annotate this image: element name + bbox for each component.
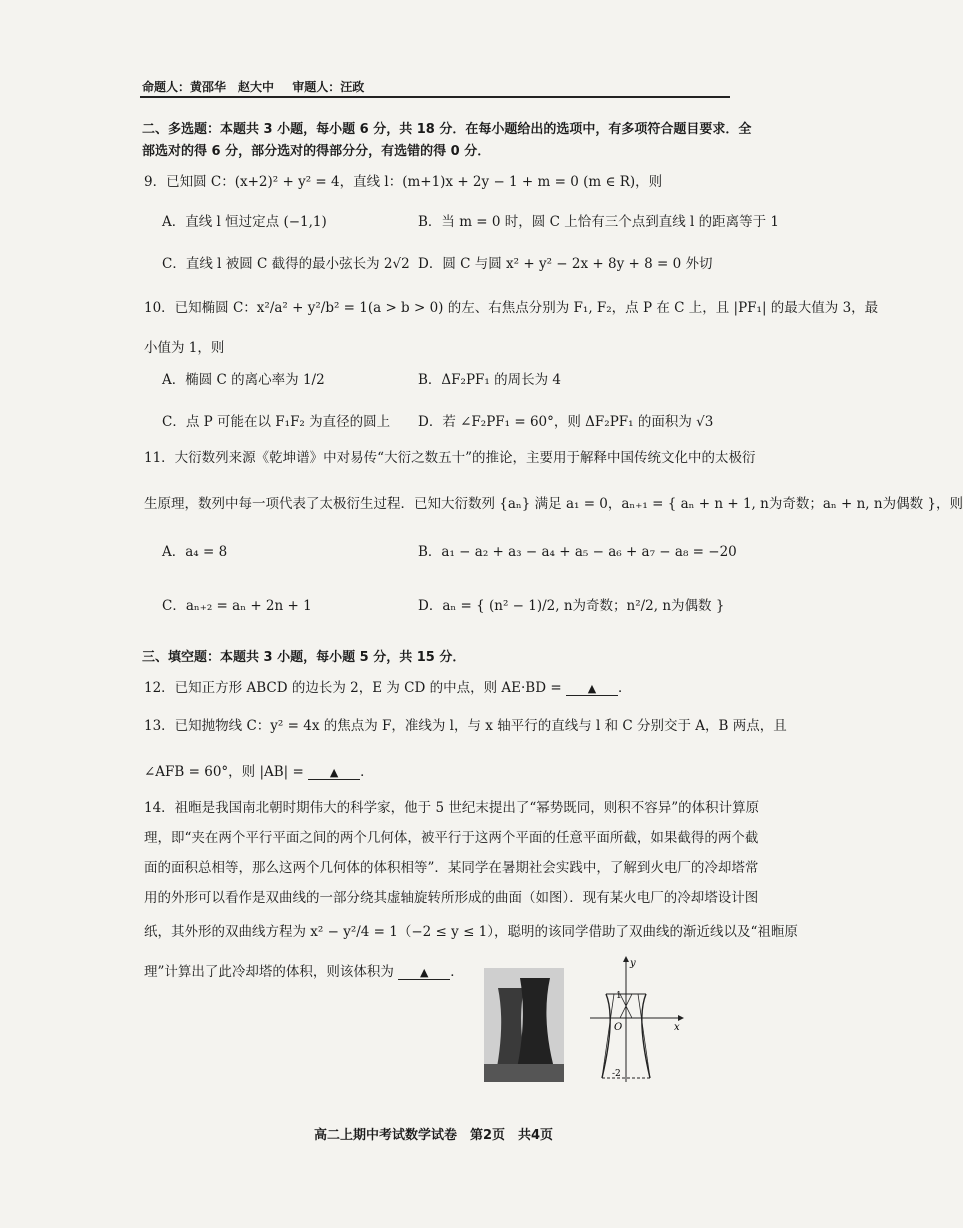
section3-title: 三、填空题：本题共 3 小题，每小题 5 分，共 15 分． — [142, 650, 466, 665]
graph-x-label: x — [674, 1022, 680, 1033]
q10-option-d: D．若 ∠F₂PF₁ = 60°，则 ΔF₂PF₁ 的面积为 √3 — [418, 414, 714, 430]
q9-stem: 9．已知圆 C：(x+2)² + y² = 4，直线 l：(m+1)x + 2y − 1 + m = 0 (m ∈ R)，则 — [144, 174, 663, 190]
page-footer: 高二上期中考试数学试卷 第2页 共4页 — [313, 1128, 554, 1143]
q11-stem-1: 11．大衍数列来源《乾坤谱》中对易传“大衍之数五十”的推论，主要用于解释中国传统文化中的太极衍 — [144, 450, 756, 466]
q9-option-c: C．直线 l 被圆 C 截得的最小弦长为 2√2 — [162, 256, 410, 272]
reviewer-label: 审题人：汪政 — [292, 80, 365, 94]
q12-stem: 12．已知正方形 ABCD 的边长为 2，E 为 CD 的中点，则 AE·BD = — [144, 680, 562, 696]
q13-stem-1: 13．已知抛物线 C：y² = 4x 的焦点为 F，准线为 l，与 x 轴平行的直线与 l 和 C 分别交于 A，B 两点，且 — [144, 718, 787, 734]
q13-blank: ▲ — [308, 766, 360, 780]
q9-option-b: B．当 m = 0 时，圆 C 上恰有三个点到直线 l 的距离等于 1 — [418, 214, 779, 230]
cooling-tower-photo — [484, 968, 564, 1082]
q10-stem-1: 10．已知椭圆 C：x²/a² + y²/b² = 1(a > b > 0) 的左、右焦点分别为 F₁, F₂，点 P 在 C 上，且 |PF₁| 的最大值为 3，最 — [144, 300, 879, 316]
q9-option-a: A．直线 l 恒过定点 (−1,1) — [162, 214, 327, 230]
q12-blank: ▲ — [566, 682, 618, 696]
q14-blank: ▲ — [398, 966, 450, 980]
exam-header — [142, 78, 378, 95]
q10-option-c: C．点 P 可能在以 F₁F₂ 为直径的圆上 — [162, 414, 391, 430]
hyperbola-graph — [586, 956, 686, 1086]
graph-origin-label: O — [614, 1022, 623, 1033]
q14-line-2: 理，即“夹在两个平行平面之间的两个几何体，被平行于这两个平面的任意平面所截，如果截得的两个截 — [144, 830, 759, 846]
q10-stem-2: 小值为 1，则 — [144, 340, 225, 356]
graph-tick-minus2: -2 — [612, 1069, 621, 1079]
q14-line-5: 纸，其外形的双曲线方程为 x² − y²/4 = 1（−2 ≤ y ≤ 1），聪明的该同学借助了双曲线的渐近线以及“祖暅原 — [144, 924, 798, 940]
author-label: 命题人：黄邵华 赵大中 — [142, 80, 275, 94]
header-rule — [140, 96, 730, 98]
section2-title-2: 部选对的得 6 分，部分选对的得部分分，有选错的得 0 分． — [142, 144, 491, 159]
section2-title-1: 二、多选题：本题共 3 小题，每小题 6 分，共 18 分．在每小题给出的选项中，有多项符合题目要求．全 — [142, 122, 752, 137]
q13-stem-2: ∠AFB = 60°，则 |AB| = — [144, 764, 304, 780]
q10-option-b: B．ΔF₂PF₁ 的周长为 4 — [418, 372, 561, 388]
q14-line-6: 理”计算出了此冷却塔的体积，则该体积为 ▲ ． — [144, 964, 464, 980]
graph-tick-1: 1 — [616, 991, 622, 1001]
q14-line-4: 用的外形可以看作是双曲线的一部分绕其虚轴旋转所形成的曲面（如图）．现有某火电厂的冷却塔设计图 — [144, 890, 759, 906]
q11-stem-2: 生原理，数列中每一项代表了太极衍生过程．已知大衍数列 {aₙ} 满足 a₁ = 0，aₙ₊₁ = { aₙ + n + 1, n为奇数；aₙ + n, n为偶数 }，则 — [144, 496, 963, 512]
q12-line: 12．已知正方形 ABCD 的边长为 2，E 为 CD 的中点，则 AE·BD = ▲ ． — [144, 680, 632, 696]
q14-line-1: 14．祖暅是我国南北朝时期伟大的科学家，他于 5 世纪末提出了“幂势既同，则积不容异”的体积计算原 — [144, 800, 760, 816]
q9-option-d: D．圆 C 与圆 x² + y² − 2x + 8y + 8 = 0 外切 — [418, 256, 713, 272]
q11-option-d: D．aₙ = { (n² − 1)/2, n为奇数；n²/2, n为偶数 } — [418, 598, 725, 614]
q11-option-c: C．aₙ₊₂ = aₙ + 2n + 1 — [162, 598, 312, 614]
q11-option-b: B．a₁ − a₂ + a₃ − a₄ + a₅ − a₆ + a₇ − a₈ = −20 — [418, 544, 737, 560]
graph-y-label: y — [630, 958, 636, 969]
q10-option-a: A．椭圆 C 的离心率为 1/2 — [162, 372, 325, 388]
q14-line-3: 面的面积总相等，那么这两个几何体的体积相等”．某同学在暑期社会实践中，了解到火电厂的冷却塔常 — [144, 860, 759, 876]
q13-line-2: ∠AFB = 60°，则 |AB| = ▲ ． — [144, 764, 374, 780]
q11-option-a: A．a₄ = 8 — [162, 544, 228, 560]
q14-stem-end: 理”计算出了此冷却塔的体积，则该体积为 — [144, 964, 394, 980]
